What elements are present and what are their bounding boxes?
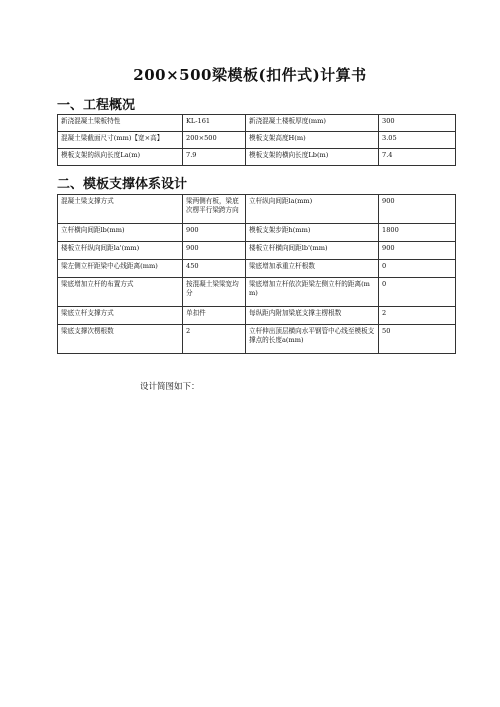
table-cell: 新浇混凝土楼板厚度(mm) [246,115,379,132]
table-cell: 200×500 [183,132,246,149]
table-row [58,149,456,166]
table-cell: 混凝土梁截面尺寸(mm)【宽×高】 [58,132,183,149]
table-row [58,307,456,325]
table-cell: 模板支架高度H(m) [246,132,379,149]
table-cell: 3.05 [379,132,456,149]
table-cell: 模板支架的横向长度Lb(m) [246,149,379,166]
table-cell: 按混凝土梁梁宽均分 [183,278,246,307]
table-cell: 立杆伸出顶层横向水平钢管中心线至模板支撑点的长度a(mm) [246,325,379,354]
overview-table [57,114,456,166]
table-cell: 新浇混凝土梁板特性 [58,115,183,132]
section-heading-support-design: 二、模板支撑体系设计 [57,177,188,192]
table-row [58,260,456,278]
table-cell: 楼板立杆纵向间距la'(mm) [58,242,183,260]
table-row [58,132,456,149]
table-cell: 梁底增加立杆的布置方式 [58,278,183,307]
table-cell: 900 [379,195,456,224]
table-cell: 梁底立杆支撑方式 [58,307,183,325]
table-cell: 50 [379,325,456,354]
table-cell: 300 [379,115,456,132]
table-cell: 每纵距内附加梁底支撑主楞根数 [246,307,379,325]
table-cell: 梁底增加承重立杆根数 [246,260,379,278]
table-cell: 梁底支撑次楞根数 [58,325,183,354]
table-cell: 0 [379,260,456,278]
table-row [58,242,456,260]
table-row [58,325,456,354]
table-cell: KL-161 [183,115,246,132]
table-cell: 梁两侧有板，梁底次楞平行梁跨方向 [183,195,246,224]
table-cell: 立杆纵向间距la(mm) [246,195,379,224]
table-row [58,115,456,132]
table-cell: 1800 [379,224,456,242]
table-cell: 0 [379,278,456,307]
table-cell: 7.9 [183,149,246,166]
table-cell: 梁底增加立杆依次距梁左侧立杆的距离(mm) [246,278,379,307]
table-cell: 2 [183,325,246,354]
table-cell: 模板支架的纵向长度La(m) [58,149,183,166]
table-cell: 楼板立杆横向间距lb'(mm) [246,242,379,260]
table-cell: 900 [183,242,246,260]
table-cell: 900 [379,242,456,260]
table-row [58,224,456,242]
table-cell: 立杆横向间距lb(mm) [58,224,183,242]
support-design-table [57,194,456,354]
section-heading-overview: 一、工程概况 [57,98,136,113]
table-row [58,278,456,307]
table-cell: 900 [183,224,246,242]
table-cell: 单扣件 [183,307,246,325]
table-row [58,195,456,224]
table-cell: 2 [379,307,456,325]
table-cell: 7.4 [379,149,456,166]
table-cell: 梁左侧立杆距梁中心线距离(mm) [58,260,183,278]
design-diagram-note: 设计简图如下： [140,382,200,392]
table-cell: 混凝土梁支撑方式 [58,195,183,224]
page-title: 200×500梁模板(扣件式)计算书 [133,66,367,84]
table-cell: 450 [183,260,246,278]
table-cell: 模板支架步距h(mm) [246,224,379,242]
